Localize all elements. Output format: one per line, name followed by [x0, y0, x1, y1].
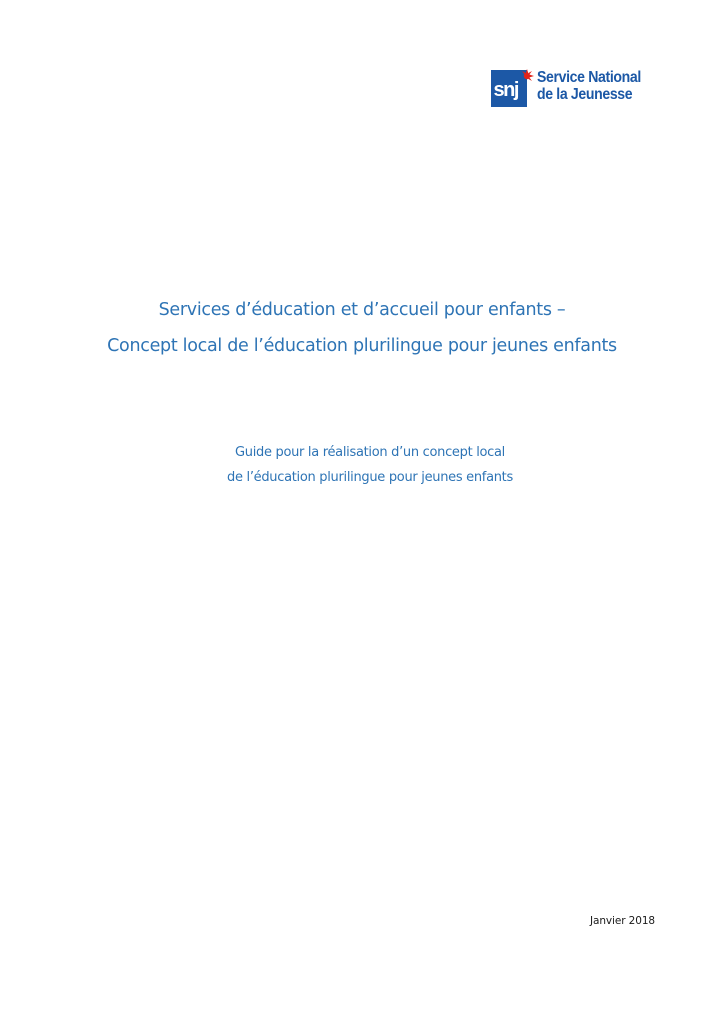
- subtitle-line-2: de l’éducation plurilingue pour jeunes enfants: [227, 470, 513, 485]
- document-subtitle: [0, 440, 724, 490]
- document-title: [0, 292, 724, 364]
- logo-wordmark: [537, 69, 641, 103]
- title-line-2: Concept local de l’éducation plurilingue pour jeunes enfants: [107, 336, 617, 356]
- svg-text:snj: snj: [493, 79, 518, 101]
- logo-line-1: Service National: [537, 69, 641, 86]
- snj-logo-mark-icon: [491, 69, 535, 107]
- logo-line-2: de la Jeunesse: [537, 86, 633, 103]
- document-date: Janvier 2018: [590, 915, 655, 927]
- subtitle-line-1: Guide pour la réalisation d’un concept local: [234, 445, 505, 460]
- snj-logo: [491, 69, 655, 107]
- title-line-1: Services d’éducation et d’accueil pour enfants –: [158, 300, 566, 320]
